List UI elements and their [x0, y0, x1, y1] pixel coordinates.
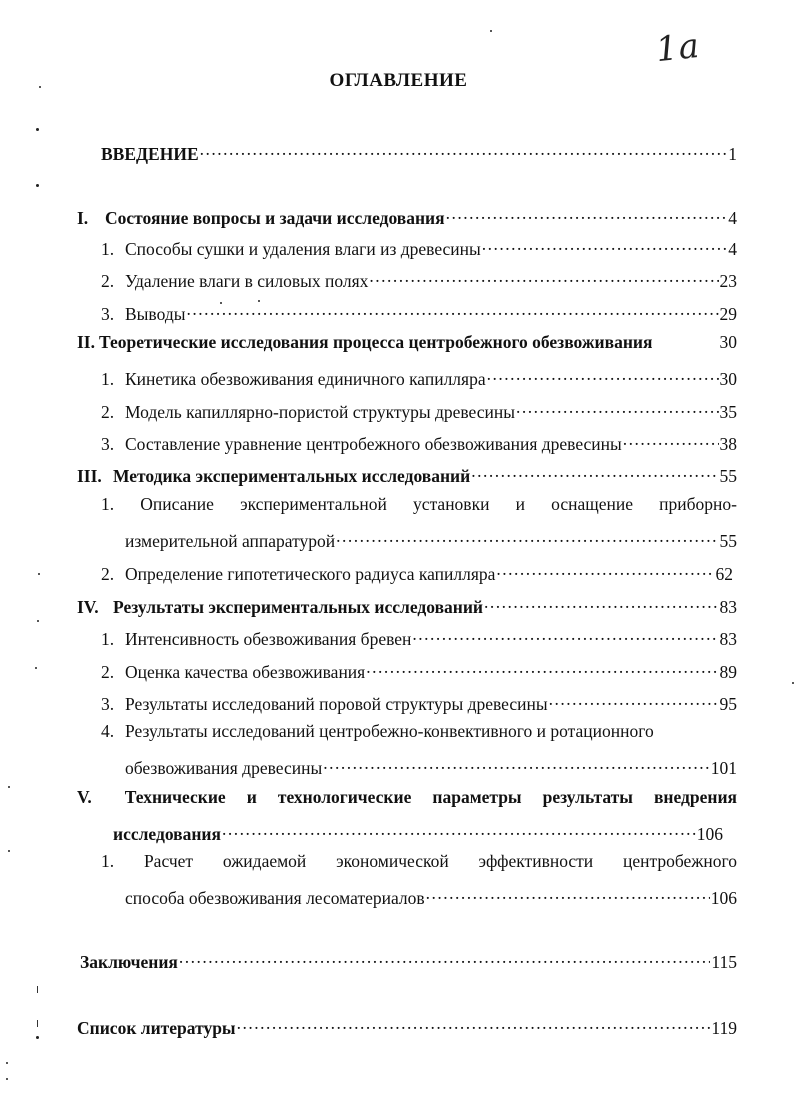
- scan-speck: [39, 86, 41, 88]
- toc-entry-page: 35: [719, 402, 737, 422]
- scan-speck: [36, 128, 39, 131]
- toc-entry-section-4-4-line1: [101, 720, 737, 742]
- leader-dots: [482, 233, 727, 255]
- toc-word: и: [246, 787, 257, 807]
- leader-dots: [222, 818, 696, 840]
- toc-entry-number: V.: [77, 787, 92, 807]
- toc-entry-text: Заключения: [80, 952, 178, 972]
- scan-speck: [37, 620, 39, 622]
- leader-dots: [186, 298, 718, 320]
- scan-speck: [220, 302, 222, 304]
- toc-entry-text: Выводы: [125, 304, 186, 324]
- toc-entry-text: измерительной аппаратурой: [125, 531, 336, 551]
- toc-entry-text: ВВЕДЕНИЕ: [101, 144, 199, 164]
- toc-entry-chapter-1: [77, 202, 737, 229]
- toc-entry-section-1-1: [101, 233, 737, 260]
- toc-entry-text: Удаление влаги в силовых полях: [125, 271, 369, 291]
- toc-entry-text: исследования: [113, 824, 221, 844]
- toc-entry-text: Результаты исследований поровой структуры древесины: [125, 694, 548, 714]
- toc-entry-page: 89: [719, 662, 737, 682]
- toc-entry-section-4-1: [101, 623, 737, 650]
- toc-entry-text: Оценка качества обезвоживания: [125, 662, 366, 682]
- toc-entry-section-3-1-line2: [125, 525, 737, 552]
- scan-tick: [37, 986, 38, 993]
- toc-word: и: [515, 494, 525, 514]
- toc-entry-chapter-3: [77, 460, 737, 487]
- leader-dots: [369, 265, 718, 287]
- toc-entry-number: II.: [77, 332, 95, 352]
- toc-entry-page: 101: [710, 758, 737, 778]
- toc-entry-page: 106: [710, 888, 737, 908]
- scan-speck: [38, 573, 40, 575]
- scan-tick: [37, 1020, 38, 1027]
- leader-dots: [179, 946, 711, 968]
- toc-entry-number: 1.: [101, 369, 115, 389]
- toc-word: результаты: [542, 787, 633, 807]
- scan-speck: [8, 850, 10, 852]
- scan-speck: [258, 300, 260, 302]
- toc-entry-page: 30: [719, 332, 737, 352]
- toc-entry-page: 29: [719, 304, 737, 324]
- toc-word: Описание: [140, 494, 214, 514]
- toc-entry-section-3-1-line1: [101, 493, 737, 515]
- toc-entry-section-2-1: [101, 363, 737, 390]
- toc-entry-text: Кинетика обезвоживания единичного капилляра: [125, 369, 486, 389]
- toc-entry-number: 3.: [101, 434, 115, 454]
- scan-speck: [35, 667, 37, 669]
- toc-entry-number: IV.: [77, 597, 99, 617]
- toc-entry-section-4-4-line2: [125, 752, 737, 779]
- toc-entry-section-1-3: [101, 298, 737, 325]
- toc-entry-number: 2.: [101, 402, 115, 422]
- toc-entry-page: 62: [715, 564, 733, 584]
- toc-entry-chapter-5-line1: [77, 786, 737, 808]
- toc-entry-page: 38: [719, 434, 737, 454]
- toc-entry-page: 55: [719, 531, 737, 551]
- scan-speck: [8, 786, 10, 788]
- toc-entry-section-3-2: [101, 558, 733, 585]
- toc-entry-number: 2.: [101, 271, 115, 291]
- leader-dots: [446, 202, 728, 224]
- leader-dots: [516, 396, 718, 418]
- toc-word: параметры: [432, 787, 522, 807]
- toc-entry-number: 1.: [101, 494, 115, 514]
- leader-dots: [426, 882, 710, 904]
- toc-entry-text: Методика экспериментальных исследований: [113, 466, 471, 486]
- toc-entry-page: 23: [719, 271, 737, 291]
- toc-entry-number: 1.: [101, 239, 115, 259]
- toc-entry-number: 3.: [101, 304, 115, 324]
- leader-dots: [200, 138, 728, 160]
- toc-word: оснащение: [551, 494, 633, 514]
- toc-entry-section-4-2: [101, 656, 737, 683]
- toc-entry-page: 4: [728, 208, 737, 228]
- toc-entry-page: 55: [719, 466, 737, 486]
- toc-entry-number: 3.: [101, 694, 115, 714]
- toc-entry-page: 30: [719, 369, 737, 389]
- scan-speck: [6, 1062, 8, 1064]
- leader-dots: [366, 656, 718, 678]
- toc-word: Расчет: [143, 851, 194, 871]
- toc-word: приборно-: [659, 494, 737, 514]
- toc-entry-chapter-2: [77, 331, 737, 353]
- toc-entry-page: 4: [728, 239, 737, 259]
- leader-dots: [471, 460, 718, 482]
- leader-dots: [484, 591, 718, 613]
- toc-entry-number: 1.: [101, 851, 115, 871]
- toc-entry-text: Способы сушки и удаления влаги из древесины: [125, 239, 481, 259]
- leader-dots: [336, 525, 718, 547]
- toc-entry-section-5-1-line2: [125, 882, 737, 909]
- toc-entry-text: обезвоживания древесины: [125, 758, 323, 778]
- scan-speck: [36, 184, 39, 187]
- toc-entry-text: Теоретические исследования процесса центробежного обезвоживания: [99, 332, 653, 352]
- toc-entry-text: Состояние вопросы и задачи исследования: [105, 208, 445, 228]
- toc-entry-text: Модель капиллярно-пористой структуры древесины: [125, 402, 516, 422]
- toc-word: экономической: [336, 851, 449, 871]
- leader-dots: [487, 363, 719, 385]
- toc-entry-number: III.: [77, 466, 102, 486]
- scan-speck: [36, 1036, 39, 1039]
- toc-entry-references: [77, 1012, 737, 1039]
- leader-dots: [237, 1012, 711, 1034]
- toc-word: эффективности: [478, 851, 594, 871]
- handwritten-page-mark: 1a: [654, 25, 702, 71]
- scan-speck: [792, 682, 794, 684]
- toc-entry-chapter-5-line2: [113, 818, 723, 845]
- toc-entry-page: 83: [719, 629, 737, 649]
- leader-dots: [412, 623, 718, 645]
- toc-entry-section-2-2: [101, 396, 737, 423]
- toc-entry-page: 115: [711, 952, 737, 972]
- toc-word: Технические: [124, 787, 226, 807]
- toc-entry-text: Составление уравнение центробежного обезвоживания древесины: [125, 434, 622, 454]
- toc-word: ожидаемой: [222, 851, 307, 871]
- leader-dots: [496, 558, 714, 580]
- scan-speck: [6, 1078, 8, 1080]
- leader-dots: [323, 752, 710, 774]
- toc-entry-section-2-3: [101, 428, 737, 455]
- toc-entry-page: 106: [696, 824, 723, 844]
- toc-entry-page: 119: [711, 1018, 737, 1038]
- toc-entry-number: 2.: [101, 564, 115, 584]
- toc-entry-page: 1: [728, 144, 737, 164]
- toc-entry-introduction: [101, 138, 737, 165]
- toc-entry-chapter-4: [77, 591, 737, 618]
- toc-word: экспериментальной: [240, 494, 387, 514]
- toc-entry-section-1-2: [101, 265, 737, 292]
- toc-word: внедрения: [653, 787, 737, 807]
- toc-entry-text: Определение гипотетического радиуса капилляра: [125, 564, 496, 584]
- toc-word: установки: [413, 494, 490, 514]
- toc-word: центробежного: [622, 851, 737, 871]
- toc-entry-text: Интенсивность обезвоживания бревен: [125, 629, 412, 649]
- toc-entry-text: Результаты экспериментальных исследований: [113, 597, 484, 617]
- toc-entry-conclusions: [80, 946, 737, 973]
- toc-word: технологические: [277, 787, 412, 807]
- toc-entry-page: 95: [719, 694, 737, 714]
- page-title: ОГЛАВЛЕНИЕ: [329, 70, 468, 91]
- toc-entry-text: Список литературы: [77, 1018, 236, 1038]
- toc-entry-text-line1: Результаты исследований центробежно-конвективного и ротационного: [125, 721, 654, 741]
- toc-entry-number: 4.: [101, 721, 115, 741]
- toc-entry-number: I.: [77, 208, 89, 228]
- leader-dots: [549, 688, 719, 710]
- toc-entry-page: 83: [719, 597, 737, 617]
- toc-entry-text: способа обезвоживания лесоматериалов: [125, 888, 425, 908]
- leader-dots: [623, 428, 719, 450]
- toc-entry-section-4-3: [101, 688, 737, 715]
- toc-entry-number: 1.: [101, 629, 115, 649]
- scan-speck: [490, 30, 492, 32]
- toc-entry-number: 2.: [101, 662, 115, 682]
- toc-entry-section-5-1-line1: [101, 850, 737, 872]
